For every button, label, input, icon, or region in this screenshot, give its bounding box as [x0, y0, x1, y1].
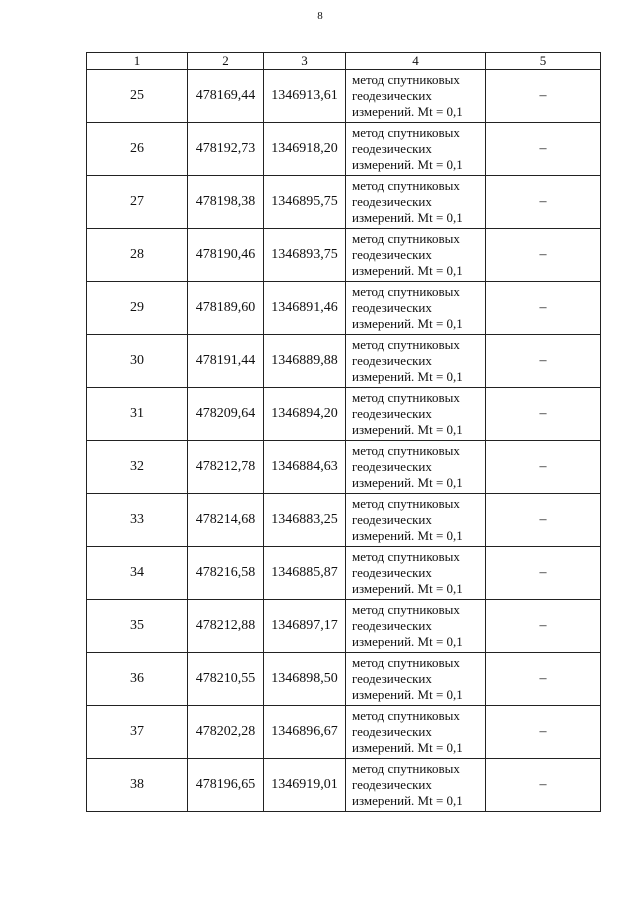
method-line: геодезических [352, 141, 432, 156]
y-coordinate-cell: 1346894,20 [264, 388, 346, 441]
method-line: метод спутниковых [352, 390, 460, 405]
x-coordinate-cell: 478212,88 [188, 600, 264, 653]
point-number-cell: 37 [87, 706, 188, 759]
x-coordinate-cell: 478191,44 [188, 335, 264, 388]
method-line: измерений. Mt = 0,1 [352, 316, 463, 331]
method-line: геодезических [352, 671, 432, 686]
table-row [87, 388, 601, 441]
description-cell: – [486, 441, 601, 494]
x-coordinate-cell: 478202,28 [188, 706, 264, 759]
method-line: метод спутниковых [352, 284, 460, 299]
method-line: геодезических [352, 194, 432, 209]
column-header-4: 4 [346, 53, 486, 70]
description-cell: – [486, 123, 601, 176]
column-header-3: 3 [264, 53, 346, 70]
method-line: геодезических [352, 565, 432, 580]
description-cell: – [486, 388, 601, 441]
method-line: измерений. Mt = 0,1 [352, 475, 463, 490]
x-coordinate-cell: 478190,46 [188, 229, 264, 282]
table-row [87, 70, 601, 123]
description-cell: – [486, 176, 601, 229]
method-cell [346, 653, 486, 706]
point-number-cell: 25 [87, 70, 188, 123]
description-cell: – [486, 335, 601, 388]
y-coordinate-cell: 1346883,25 [264, 494, 346, 547]
method-cell [346, 388, 486, 441]
table-row [87, 547, 601, 600]
method-cell [346, 547, 486, 600]
coordinates-table [86, 52, 601, 812]
x-coordinate-cell: 478210,55 [188, 653, 264, 706]
x-coordinate-cell: 478196,65 [188, 759, 264, 812]
method-line: измерений. Mt = 0,1 [352, 157, 463, 172]
y-coordinate-cell: 1346884,63 [264, 441, 346, 494]
x-coordinate-cell: 478216,58 [188, 547, 264, 600]
page-number: 8 [317, 10, 323, 22]
table-row [87, 706, 601, 759]
point-number-cell: 26 [87, 123, 188, 176]
method-line: геодезических [352, 247, 432, 262]
method-line: метод спутниковых [352, 443, 460, 458]
y-coordinate-cell: 1346895,75 [264, 176, 346, 229]
method-cell [346, 229, 486, 282]
table-row [87, 229, 601, 282]
method-line: метод спутниковых [352, 72, 460, 87]
y-coordinate-cell: 1346898,50 [264, 653, 346, 706]
table-header [87, 53, 601, 70]
table-row [87, 759, 601, 812]
description-cell: – [486, 70, 601, 123]
method-line: измерений. Mt = 0,1 [352, 634, 463, 649]
point-number-cell: 36 [87, 653, 188, 706]
y-coordinate-cell: 1346885,87 [264, 547, 346, 600]
method-cell [346, 70, 486, 123]
table-row [87, 494, 601, 547]
point-number-cell: 30 [87, 335, 188, 388]
method-line: геодезических [352, 88, 432, 103]
description-cell: – [486, 706, 601, 759]
point-number-cell: 31 [87, 388, 188, 441]
x-coordinate-cell: 478169,44 [188, 70, 264, 123]
method-cell [346, 600, 486, 653]
table-row [87, 600, 601, 653]
table-row [87, 282, 601, 335]
table-row [87, 335, 601, 388]
y-coordinate-cell: 1346918,20 [264, 123, 346, 176]
point-number-cell: 27 [87, 176, 188, 229]
y-coordinate-cell: 1346897,17 [264, 600, 346, 653]
method-line: метод спутниковых [352, 761, 460, 776]
method-line: измерений. Mt = 0,1 [352, 581, 463, 596]
description-cell: – [486, 229, 601, 282]
description-cell: – [486, 600, 601, 653]
y-coordinate-cell: 1346896,67 [264, 706, 346, 759]
method-line: метод спутниковых [352, 549, 460, 564]
x-coordinate-cell: 478214,68 [188, 494, 264, 547]
method-line: измерений. Mt = 0,1 [352, 740, 463, 755]
method-line: геодезических [352, 618, 432, 633]
method-line: метод спутниковых [352, 496, 460, 511]
table-row [87, 441, 601, 494]
header-row [87, 53, 601, 70]
x-coordinate-cell: 478198,38 [188, 176, 264, 229]
point-number-cell: 38 [87, 759, 188, 812]
table-row [87, 123, 601, 176]
method-line: измерений. Mt = 0,1 [352, 263, 463, 278]
method-line: метод спутниковых [352, 231, 460, 246]
method-line: метод спутниковых [352, 708, 460, 723]
method-line: измерений. Mt = 0,1 [352, 528, 463, 543]
method-cell [346, 282, 486, 335]
point-number-cell: 32 [87, 441, 188, 494]
method-cell [346, 759, 486, 812]
method-line: геодезических [352, 300, 432, 315]
method-line: измерений. Mt = 0,1 [352, 422, 463, 437]
table-row [87, 176, 601, 229]
description-cell: – [486, 547, 601, 600]
y-coordinate-cell: 1346893,75 [264, 229, 346, 282]
description-cell: – [486, 759, 601, 812]
method-cell [346, 176, 486, 229]
point-number-cell: 29 [87, 282, 188, 335]
method-line: геодезических [352, 777, 432, 792]
method-line: измерений. Mt = 0,1 [352, 369, 463, 384]
method-line: метод спутниковых [352, 655, 460, 670]
method-line: геодезических [352, 512, 432, 527]
method-line: метод спутниковых [352, 337, 460, 352]
x-coordinate-cell: 478209,64 [188, 388, 264, 441]
method-line: метод спутниковых [352, 125, 460, 140]
description-cell: – [486, 282, 601, 335]
method-line: геодезических [352, 459, 432, 474]
method-cell [346, 123, 486, 176]
method-line: геодезических [352, 724, 432, 739]
method-line: измерений. Mt = 0,1 [352, 687, 463, 702]
x-coordinate-cell: 478189,60 [188, 282, 264, 335]
description-cell: – [486, 494, 601, 547]
y-coordinate-cell: 1346889,88 [264, 335, 346, 388]
x-coordinate-cell: 478212,78 [188, 441, 264, 494]
method-line: измерений. Mt = 0,1 [352, 210, 463, 225]
method-line: геодезических [352, 353, 432, 368]
x-coordinate-cell: 478192,73 [188, 123, 264, 176]
y-coordinate-cell: 1346891,46 [264, 282, 346, 335]
method-line: метод спутниковых [352, 602, 460, 617]
point-number-cell: 28 [87, 229, 188, 282]
column-header-5: 5 [486, 53, 601, 70]
method-cell [346, 441, 486, 494]
table-row [87, 653, 601, 706]
method-line: измерений. Mt = 0,1 [352, 104, 463, 119]
point-number-cell: 34 [87, 547, 188, 600]
point-number-cell: 33 [87, 494, 188, 547]
method-line: геодезических [352, 406, 432, 421]
method-line: измерений. Mt = 0,1 [352, 793, 463, 808]
column-header-2: 2 [188, 53, 264, 70]
y-coordinate-cell: 1346913,61 [264, 70, 346, 123]
method-line: метод спутниковых [352, 178, 460, 193]
y-coordinate-cell: 1346919,01 [264, 759, 346, 812]
table-body [87, 70, 601, 812]
point-number-cell: 35 [87, 600, 188, 653]
method-cell [346, 706, 486, 759]
column-header-1: 1 [87, 53, 188, 70]
method-cell [346, 335, 486, 388]
description-cell: – [486, 653, 601, 706]
method-cell [346, 494, 486, 547]
